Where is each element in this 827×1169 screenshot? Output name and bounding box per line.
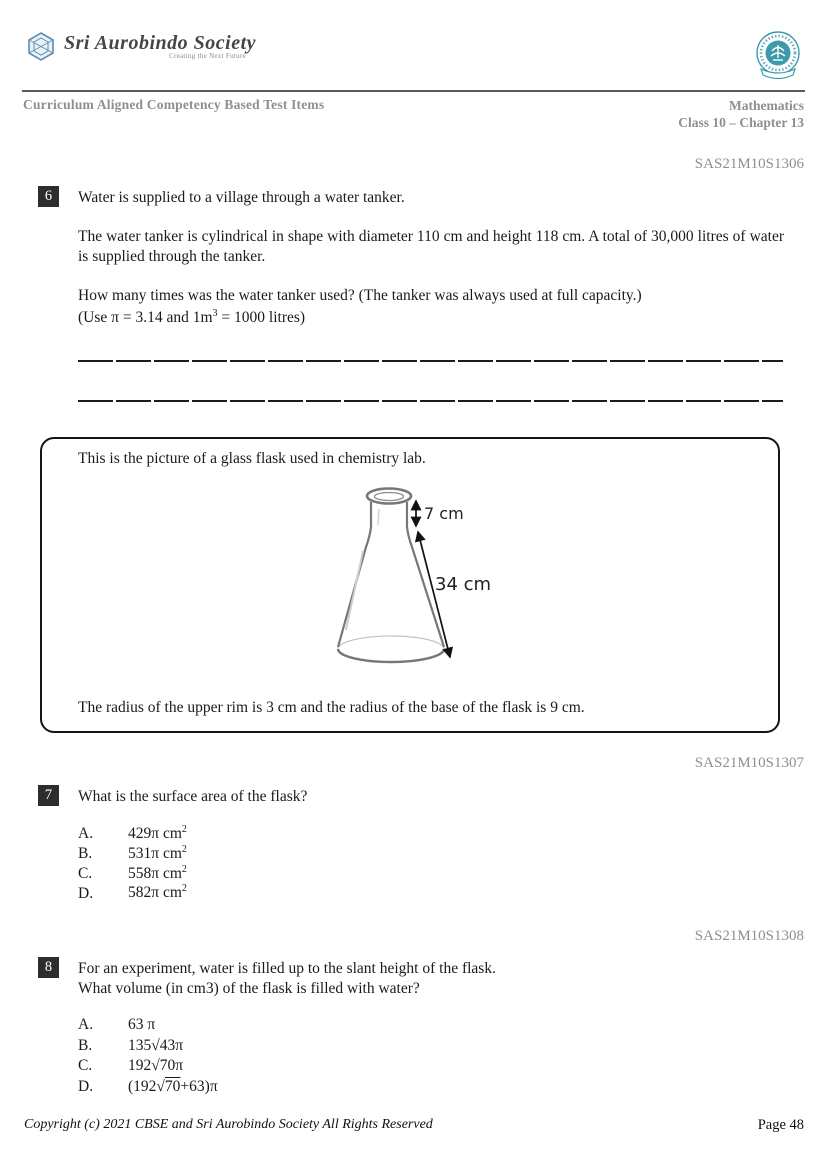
footer-copyright: Copyright (c) 2021 CBSE and Sri Aurobindo Society All Rights Reserved xyxy=(24,1117,433,1132)
option-value xyxy=(128,883,187,902)
option-base: 429π cm xyxy=(128,825,182,843)
option-value xyxy=(128,864,187,883)
option-letter: B. xyxy=(78,1036,93,1054)
q8-options xyxy=(78,1016,218,1098)
header-rule xyxy=(22,90,805,92)
question-code-q6: SAS21M10S1306 xyxy=(694,156,804,172)
q8-prompt-line2: What volume (in cm3) of the flask is filled with water? xyxy=(78,980,420,997)
option-base: 558π cm xyxy=(128,864,182,882)
q6-prompt-text: How many times was the water tanker used? (The tanker was always used at full capacity.) xyxy=(78,287,642,304)
option-row-q7-b xyxy=(78,844,187,864)
q6-hint-text xyxy=(78,304,305,328)
q7-options xyxy=(78,824,187,903)
option-radicand: 70 xyxy=(164,1077,181,1095)
cbse-emblem-icon xyxy=(754,30,802,82)
answer-line-2 xyxy=(78,400,783,402)
option-letter: B. xyxy=(78,844,93,862)
option-row-q7-a xyxy=(78,824,187,844)
flask-rim xyxy=(367,489,411,504)
question-code-q7: SAS21M10S1307 xyxy=(694,755,804,771)
option-letter: A. xyxy=(78,825,94,843)
q6-body-text: The water tanker is cylindrical in shape with diameter 110 cm and height 118 cm. A total of 30,000 litres of water is supplied through the tanker. xyxy=(78,228,784,265)
q8-prompt-line1: For an experiment, water is filled up to the slant height of the flask. xyxy=(78,960,496,977)
stimulus-note-text: The radius of the upper rim is 3 cm and the radius of the base of the flask is 9 cm. xyxy=(78,699,585,716)
question-code-q8: SAS21M10S1308 xyxy=(694,928,804,944)
option-base: 582π cm xyxy=(128,884,182,902)
option-sup: 2 xyxy=(181,843,187,855)
org-name: Sri Aurobindo Society xyxy=(64,32,257,54)
option-sup: 2 xyxy=(181,863,187,875)
doc-title: Curriculum Aligned Competency Based Test Items xyxy=(23,97,325,112)
option-row-q7-d xyxy=(78,883,187,903)
option-base: 531π cm xyxy=(128,844,182,862)
sas-logo-text xyxy=(64,32,256,60)
option-pre: (192√ xyxy=(128,1077,165,1095)
option-row-q8-a xyxy=(78,1016,218,1037)
flask-figure xyxy=(332,477,532,692)
question-number-q7: 7 xyxy=(38,785,59,806)
option-value: 63 π xyxy=(128,1016,156,1033)
q6-intro-text: Water is supplied to a village through a water tanker. xyxy=(78,189,405,206)
org-tagline: Creating the Next Future xyxy=(169,52,247,60)
option-sup: 2 xyxy=(181,883,187,895)
option-post: +63)π xyxy=(180,1077,218,1095)
option-value xyxy=(128,824,187,843)
neck-dimension-label: 7 cm xyxy=(424,504,464,523)
sas-logo xyxy=(24,32,256,62)
option-sup: 2 xyxy=(181,824,187,835)
option-row-q8-c xyxy=(78,1057,218,1078)
question-number-q6: 6 xyxy=(38,186,59,207)
option-value xyxy=(128,844,187,863)
header-subject-block xyxy=(678,97,804,131)
sas-gem-icon xyxy=(24,32,58,62)
answer-line-1 xyxy=(78,360,783,362)
stimulus-intro-text: This is the picture of a glass flask used in chemistry lab. xyxy=(78,450,426,467)
slant-dimension-label: 34 cm xyxy=(435,574,492,595)
option-letter: C. xyxy=(78,1057,93,1074)
class-chapter: Class 10 – Chapter 13 xyxy=(678,115,804,130)
option-value xyxy=(128,1078,218,1096)
question-number-q8: 8 xyxy=(38,957,59,978)
option-value: 192√70π xyxy=(128,1057,184,1074)
subject: Mathematics xyxy=(729,98,804,113)
option-letter: D. xyxy=(78,884,94,902)
option-row-q8-d xyxy=(78,1078,218,1099)
option-letter: C. xyxy=(78,864,93,882)
q7-prompt-text: What is the surface area of the flask? xyxy=(78,788,308,805)
option-value: 135√43π xyxy=(128,1036,184,1054)
q6-hint-pre: (Use π = 3.14 and 1m xyxy=(78,309,213,327)
option-letter: D. xyxy=(78,1077,94,1095)
option-row-q7-c xyxy=(78,864,187,884)
flask-left-side xyxy=(338,502,371,647)
footer-page-number: Page 48 xyxy=(757,1117,804,1133)
option-letter: A. xyxy=(78,1016,94,1033)
option-row-q8-b xyxy=(78,1037,218,1058)
q6-hint-post: = 1000 litres) xyxy=(217,309,306,327)
q6-hint-sup: 3 xyxy=(212,308,218,319)
